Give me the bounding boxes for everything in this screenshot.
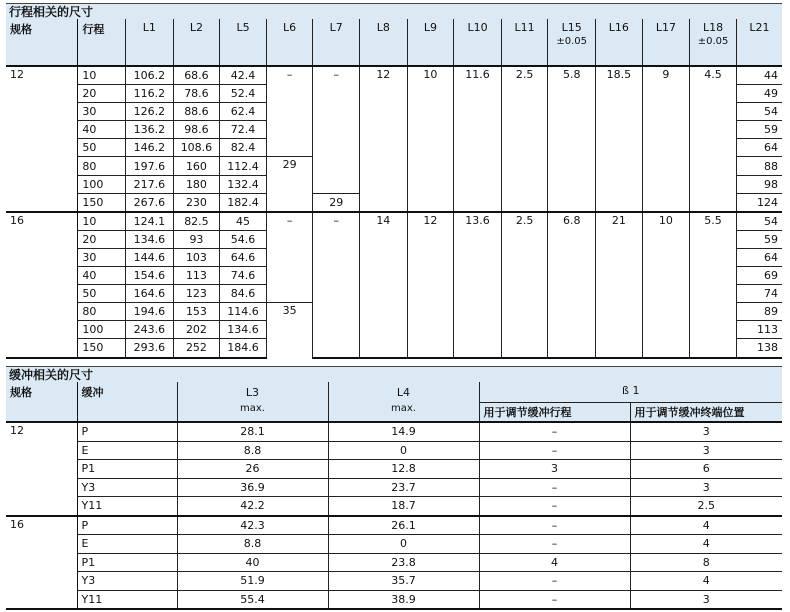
L15-cell: 5.8 <box>548 66 596 212</box>
L6-cell: – <box>266 212 313 303</box>
cushion-type-cell: Y11 <box>77 590 177 609</box>
L5-cell: 82.4 <box>220 139 267 157</box>
L21-cell: 59 <box>736 230 782 248</box>
cushion-type-cell: E <box>77 441 177 460</box>
stroke-cell: 10 <box>78 66 126 85</box>
header-label: L8 <box>376 21 390 34</box>
L3-cell: 28.1 <box>177 422 328 441</box>
L21-cell: 74 <box>736 285 782 303</box>
header-L18 <box>690 19 737 66</box>
size-cell: 16 <box>6 212 78 358</box>
L5-cell: 132.4 <box>220 175 267 193</box>
header-label: L1 <box>142 21 156 34</box>
stroke-cell: 40 <box>78 267 126 285</box>
L3-cell: 26 <box>177 460 328 479</box>
cushion-type-cell: Y11 <box>77 497 177 516</box>
L9-cell: 12 <box>407 212 454 358</box>
L5-cell: 114.6 <box>220 303 267 321</box>
L4-cell: 23.8 <box>328 553 479 572</box>
header-tolerance: ±0.05 <box>556 36 588 47</box>
L18-cell: 4.5 <box>690 66 737 212</box>
size-cell: 16 <box>6 516 77 610</box>
L5-cell: 62.4 <box>220 103 267 121</box>
table-row <box>6 212 782 231</box>
L2-cell: 88.6 <box>173 103 220 121</box>
L2-cell: 123 <box>173 285 220 303</box>
L21-cell: 113 <box>736 321 782 339</box>
beta-end-cell: 3 <box>630 590 782 609</box>
table-row <box>6 553 782 572</box>
L5-cell: 134.6 <box>220 321 267 339</box>
header-label: L5 <box>236 21 250 34</box>
L21-cell: 89 <box>736 303 782 321</box>
L1-cell: 217.6 <box>126 175 174 193</box>
stroke-cell: 80 <box>78 157 126 175</box>
beta-stroke-cell: – <box>479 441 630 460</box>
header-L4-max: max. <box>391 403 416 414</box>
stroke-cell: 30 <box>78 103 126 121</box>
header-L9 <box>407 19 454 66</box>
table-row <box>6 478 782 497</box>
L1-cell: 154.6 <box>126 267 174 285</box>
L5-cell: 84.6 <box>220 285 267 303</box>
stroke-cell: 80 <box>78 303 126 321</box>
L2-cell: 68.6 <box>173 66 220 85</box>
stroke-cell: 150 <box>78 193 126 212</box>
header-label: L21 <box>749 21 770 34</box>
L1-cell: 267.6 <box>126 193 174 212</box>
header-beta-stroke: 用于调节缓冲行程 <box>479 403 630 423</box>
L5-cell: 42.4 <box>220 66 267 85</box>
header-label: L18 <box>702 21 724 34</box>
L2-cell: 108.6 <box>173 139 220 157</box>
L21-cell: 138 <box>736 339 782 358</box>
header-L11 <box>501 19 548 66</box>
L4-cell: 18.7 <box>328 497 479 516</box>
beta-stroke-cell: 3 <box>479 460 630 479</box>
header-label: L17 <box>655 21 676 34</box>
stroke-cell: 30 <box>78 248 126 266</box>
L21-cell: 59 <box>736 121 782 139</box>
table-row <box>6 497 782 516</box>
header-L1 <box>126 19 174 66</box>
L3-cell: 40 <box>177 553 328 572</box>
L5-cell: 54.6 <box>220 230 267 248</box>
cushion-type-cell: P <box>77 422 177 441</box>
header-label: L9 <box>423 21 437 34</box>
table-row <box>6 572 782 591</box>
header-L3-label: L3 <box>245 386 260 399</box>
header-L10 <box>454 19 502 66</box>
beta-stroke-cell: – <box>479 516 630 535</box>
header-label: L2 <box>189 21 203 34</box>
L21-cell: 124 <box>736 193 782 212</box>
header-L3 <box>177 382 328 422</box>
header-L4-label: L4 <box>396 386 411 399</box>
L1-cell: 164.6 <box>126 285 174 303</box>
L2-cell: 153 <box>173 303 220 321</box>
beta-end-cell: 4 <box>630 535 782 554</box>
cushion-type-cell: P <box>77 516 177 535</box>
header-label: L7 <box>329 21 343 34</box>
L6-cell: 35 <box>266 303 313 358</box>
L1-cell: 144.6 <box>126 248 174 266</box>
L4-cell: 38.9 <box>328 590 479 609</box>
L5-cell: 52.4 <box>220 85 267 103</box>
table-row <box>6 460 782 479</box>
cushion-type-cell: P1 <box>77 460 177 479</box>
cushion-type-cell: P1 <box>77 553 177 572</box>
L4-cell: 0 <box>328 441 479 460</box>
cushion-type-cell: Y3 <box>77 572 177 591</box>
L21-cell: 49 <box>736 85 782 103</box>
L2-cell: 180 <box>173 175 220 193</box>
L2-cell: 82.5 <box>173 212 220 231</box>
table-row <box>6 66 782 85</box>
L1-cell: 293.6 <box>126 339 174 358</box>
size-cell: 12 <box>6 66 78 212</box>
L11-cell: 2.5 <box>501 66 548 212</box>
header-L16 <box>596 19 643 66</box>
L3-cell: 42.2 <box>177 497 328 516</box>
stroke-section-title: 行程相关的尺寸 <box>6 3 782 19</box>
beta-end-cell: 4 <box>630 516 782 535</box>
L1-cell: 136.2 <box>126 121 174 139</box>
beta-end-cell: 8 <box>630 553 782 572</box>
L9-cell: 10 <box>407 66 454 212</box>
header-label: L11 <box>514 21 535 34</box>
L5-cell: 45 <box>220 212 267 231</box>
header-L6 <box>266 19 313 66</box>
beta-end-cell: 2.5 <box>630 497 782 516</box>
L21-cell: 54 <box>736 212 782 231</box>
header-beta1: ß 1 <box>479 382 782 403</box>
header-tolerance: ±0.05 <box>697 36 729 47</box>
L11-cell: 2.5 <box>501 212 548 358</box>
L8-cell: 12 <box>360 66 408 212</box>
L2-cell: 202 <box>173 321 220 339</box>
header-label: 行程 <box>82 23 105 36</box>
header-beta-end: 用于调节缓冲终端位置 <box>630 403 782 423</box>
L18-cell: 5.5 <box>690 212 737 358</box>
beta-stroke-cell: – <box>479 572 630 591</box>
L17-cell: 10 <box>642 212 690 358</box>
L7-cell: – <box>313 212 360 358</box>
stroke-cell: 100 <box>78 321 126 339</box>
header-L17 <box>642 19 690 66</box>
L6-cell: – <box>266 66 313 157</box>
L3-cell: 42.3 <box>177 516 328 535</box>
beta-stroke-cell: – <box>479 422 630 441</box>
beta-end-cell: 6 <box>630 460 782 479</box>
L3-cell: 8.8 <box>177 535 328 554</box>
beta-end-cell: 3 <box>630 441 782 460</box>
L1-cell: 126.2 <box>126 103 174 121</box>
beta-end-cell: 3 <box>630 478 782 497</box>
L1-cell: 106.2 <box>126 66 174 85</box>
header-cushion: 缓冲 <box>77 382 177 422</box>
L21-cell: 69 <box>736 267 782 285</box>
L3-cell: 36.9 <box>177 478 328 497</box>
header-label: 规格 <box>10 23 32 36</box>
L5-cell: 112.4 <box>220 157 267 175</box>
stroke-cell: 20 <box>78 85 126 103</box>
beta-stroke-cell: – <box>479 535 630 554</box>
L10-cell: 11.6 <box>454 66 502 212</box>
L3-cell: 55.4 <box>177 590 328 609</box>
L10-cell: 13.6 <box>454 212 502 358</box>
header-stroke <box>78 19 126 66</box>
L1-cell: 134.6 <box>126 230 174 248</box>
L1-cell: 194.6 <box>126 303 174 321</box>
stroke-cell: 40 <box>78 121 126 139</box>
beta-stroke-cell: – <box>479 590 630 609</box>
header-label: L16 <box>608 21 629 34</box>
beta-end-cell: 3 <box>630 422 782 441</box>
L2-cell: 98.6 <box>173 121 220 139</box>
L6-cell: 29 <box>266 157 313 212</box>
L2-cell: 103 <box>173 248 220 266</box>
stroke-cell: 50 <box>78 285 126 303</box>
header-size: 规格 <box>6 382 77 422</box>
beta-stroke-cell: – <box>479 497 630 516</box>
L2-cell: 78.6 <box>173 85 220 103</box>
header-label: L15 <box>561 21 582 34</box>
L2-cell: 113 <box>173 267 220 285</box>
L1-cell: 124.1 <box>126 212 174 231</box>
L1-cell: 146.2 <box>126 139 174 157</box>
L4-cell: 14.9 <box>328 422 479 441</box>
L1-cell: 116.2 <box>126 85 174 103</box>
L5-cell: 72.4 <box>220 121 267 139</box>
L7-cell: – <box>313 66 360 193</box>
size-cell: 12 <box>6 422 77 516</box>
stroke-cell: 50 <box>78 139 126 157</box>
stroke-cell: 20 <box>78 230 126 248</box>
header-label: L10 <box>467 21 488 34</box>
table-row <box>6 590 782 609</box>
header-label: L6 <box>283 21 297 34</box>
header-L5 <box>220 19 267 66</box>
L2-cell: 160 <box>173 157 220 175</box>
L4-cell: 26.1 <box>328 516 479 535</box>
L5-cell: 74.6 <box>220 267 267 285</box>
header-L15 <box>548 19 596 66</box>
header-L3-max: max. <box>240 403 265 414</box>
L4-cell: 0 <box>328 535 479 554</box>
header-L21 <box>736 19 782 66</box>
L3-cell: 51.9 <box>177 572 328 591</box>
beta-stroke-cell: – <box>479 478 630 497</box>
L4-cell: 23.7 <box>328 478 479 497</box>
stroke-dimensions-table <box>6 19 782 359</box>
L15-cell: 6.8 <box>548 212 596 358</box>
table-row <box>6 516 782 535</box>
L5-cell: 184.6 <box>220 339 267 358</box>
L4-cell: 12.8 <box>328 460 479 479</box>
L21-cell: 54 <box>736 103 782 121</box>
L1-cell: 243.6 <box>126 321 174 339</box>
L21-cell: 98 <box>736 175 782 193</box>
table-row <box>6 535 782 554</box>
L21-cell: 44 <box>736 66 782 85</box>
cushion-type-cell: E <box>77 535 177 554</box>
cushion-section-title: 缓冲相关的尺寸 <box>6 366 782 382</box>
header-L7 <box>313 19 360 66</box>
L17-cell: 9 <box>642 66 690 212</box>
table-row <box>6 422 782 441</box>
L21-cell: 64 <box>736 248 782 266</box>
L5-cell: 182.4 <box>220 193 267 212</box>
table-row <box>6 441 782 460</box>
beta-end-cell: 4 <box>630 572 782 591</box>
L4-cell: 35.7 <box>328 572 479 591</box>
stroke-cell: 150 <box>78 339 126 358</box>
beta-stroke-cell: 4 <box>479 553 630 572</box>
L16-cell: 18.5 <box>596 66 643 212</box>
L7-cell: 29 <box>313 193 360 212</box>
L1-cell: 197.6 <box>126 157 174 175</box>
header-L8 <box>360 19 408 66</box>
L8-cell: 14 <box>360 212 408 358</box>
L2-cell: 252 <box>173 339 220 358</box>
cushion-type-cell: Y3 <box>77 478 177 497</box>
cushion-dimensions-table <box>6 382 782 610</box>
L2-cell: 230 <box>173 193 220 212</box>
L2-cell: 93 <box>173 230 220 248</box>
stroke-cell: 10 <box>78 212 126 231</box>
stroke-cell: 100 <box>78 175 126 193</box>
L21-cell: 64 <box>736 139 782 157</box>
header-size <box>6 19 78 66</box>
header-L2 <box>173 19 220 66</box>
L21-cell: 88 <box>736 157 782 175</box>
L3-cell: 8.8 <box>177 441 328 460</box>
header-L4 <box>328 382 479 422</box>
L5-cell: 64.6 <box>220 248 267 266</box>
L16-cell: 21 <box>596 212 643 358</box>
